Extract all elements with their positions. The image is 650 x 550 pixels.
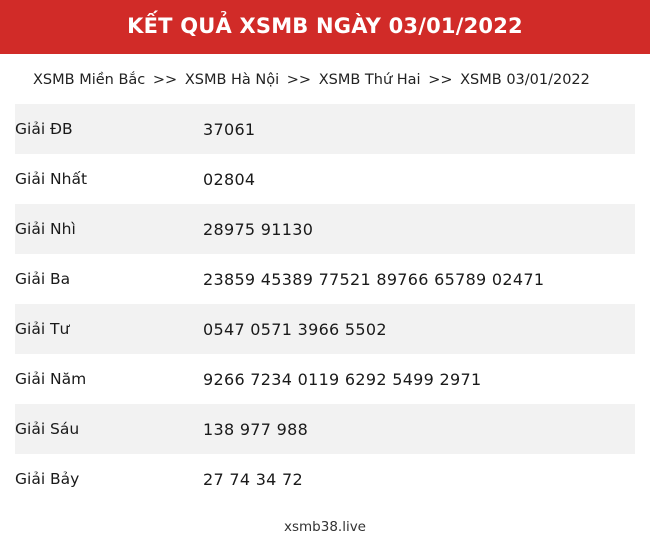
- table-row: [15, 204, 635, 254]
- breadcrumb-item-ha-noi[interactable]: XSMB Hà Nội: [184, 72, 280, 89]
- table-row: [15, 154, 635, 204]
- table-row: [15, 404, 635, 454]
- breadcrumb-separator: >>: [286, 72, 312, 89]
- prize-numbers: 23859 45389 77521 89766 65789 02471: [203, 269, 545, 289]
- table-row: [15, 454, 635, 504]
- prize-numbers: 28975 91130: [203, 219, 314, 239]
- page-footer: [0, 504, 650, 550]
- breadcrumb-item-thu-hai[interactable]: XSMB Thứ Hai: [318, 72, 421, 89]
- lottery-results-table: [15, 104, 635, 504]
- breadcrumb-item-mien-bac[interactable]: XSMB Miền Bắc: [33, 72, 146, 89]
- prize-numbers: 9266 7234 0119 6292 5499 2971: [203, 369, 482, 389]
- prize-label: Giải Sáu: [15, 420, 80, 439]
- table-row: [15, 304, 635, 354]
- prize-numbers: 02804: [203, 169, 256, 189]
- breadcrumb-item-date[interactable]: XSMB 03/01/2022: [460, 72, 590, 89]
- prize-label: Giải ĐB: [15, 120, 73, 139]
- breadcrumb: [0, 54, 650, 104]
- prize-label: Giải Bảy: [15, 470, 80, 489]
- prize-label: Giải Ba: [15, 270, 71, 289]
- table-row: [15, 104, 635, 154]
- table-row: [15, 254, 635, 304]
- prize-numbers: 138 977 988: [203, 419, 309, 439]
- prize-numbers: 0547 0571 3966 5502: [203, 319, 387, 339]
- breadcrumb-separator: >>: [428, 72, 453, 89]
- prize-label: Giải Tư: [15, 320, 70, 339]
- prize-label: Giải Nhất: [15, 170, 88, 189]
- page-header: [0, 0, 650, 54]
- prize-label: Giải Nhì: [15, 220, 76, 239]
- prize-numbers: 27 74 34 72: [203, 469, 303, 489]
- page-title: KẾT QUẢ XSMB NGÀY 03/01/2022: [127, 14, 523, 38]
- prize-numbers: 37061: [203, 119, 256, 139]
- table-row: [15, 354, 635, 404]
- prize-label: Giải Năm: [15, 370, 87, 389]
- site-name: xsmb38.live: [283, 519, 366, 536]
- breadcrumb-separator: >>: [152, 72, 178, 89]
